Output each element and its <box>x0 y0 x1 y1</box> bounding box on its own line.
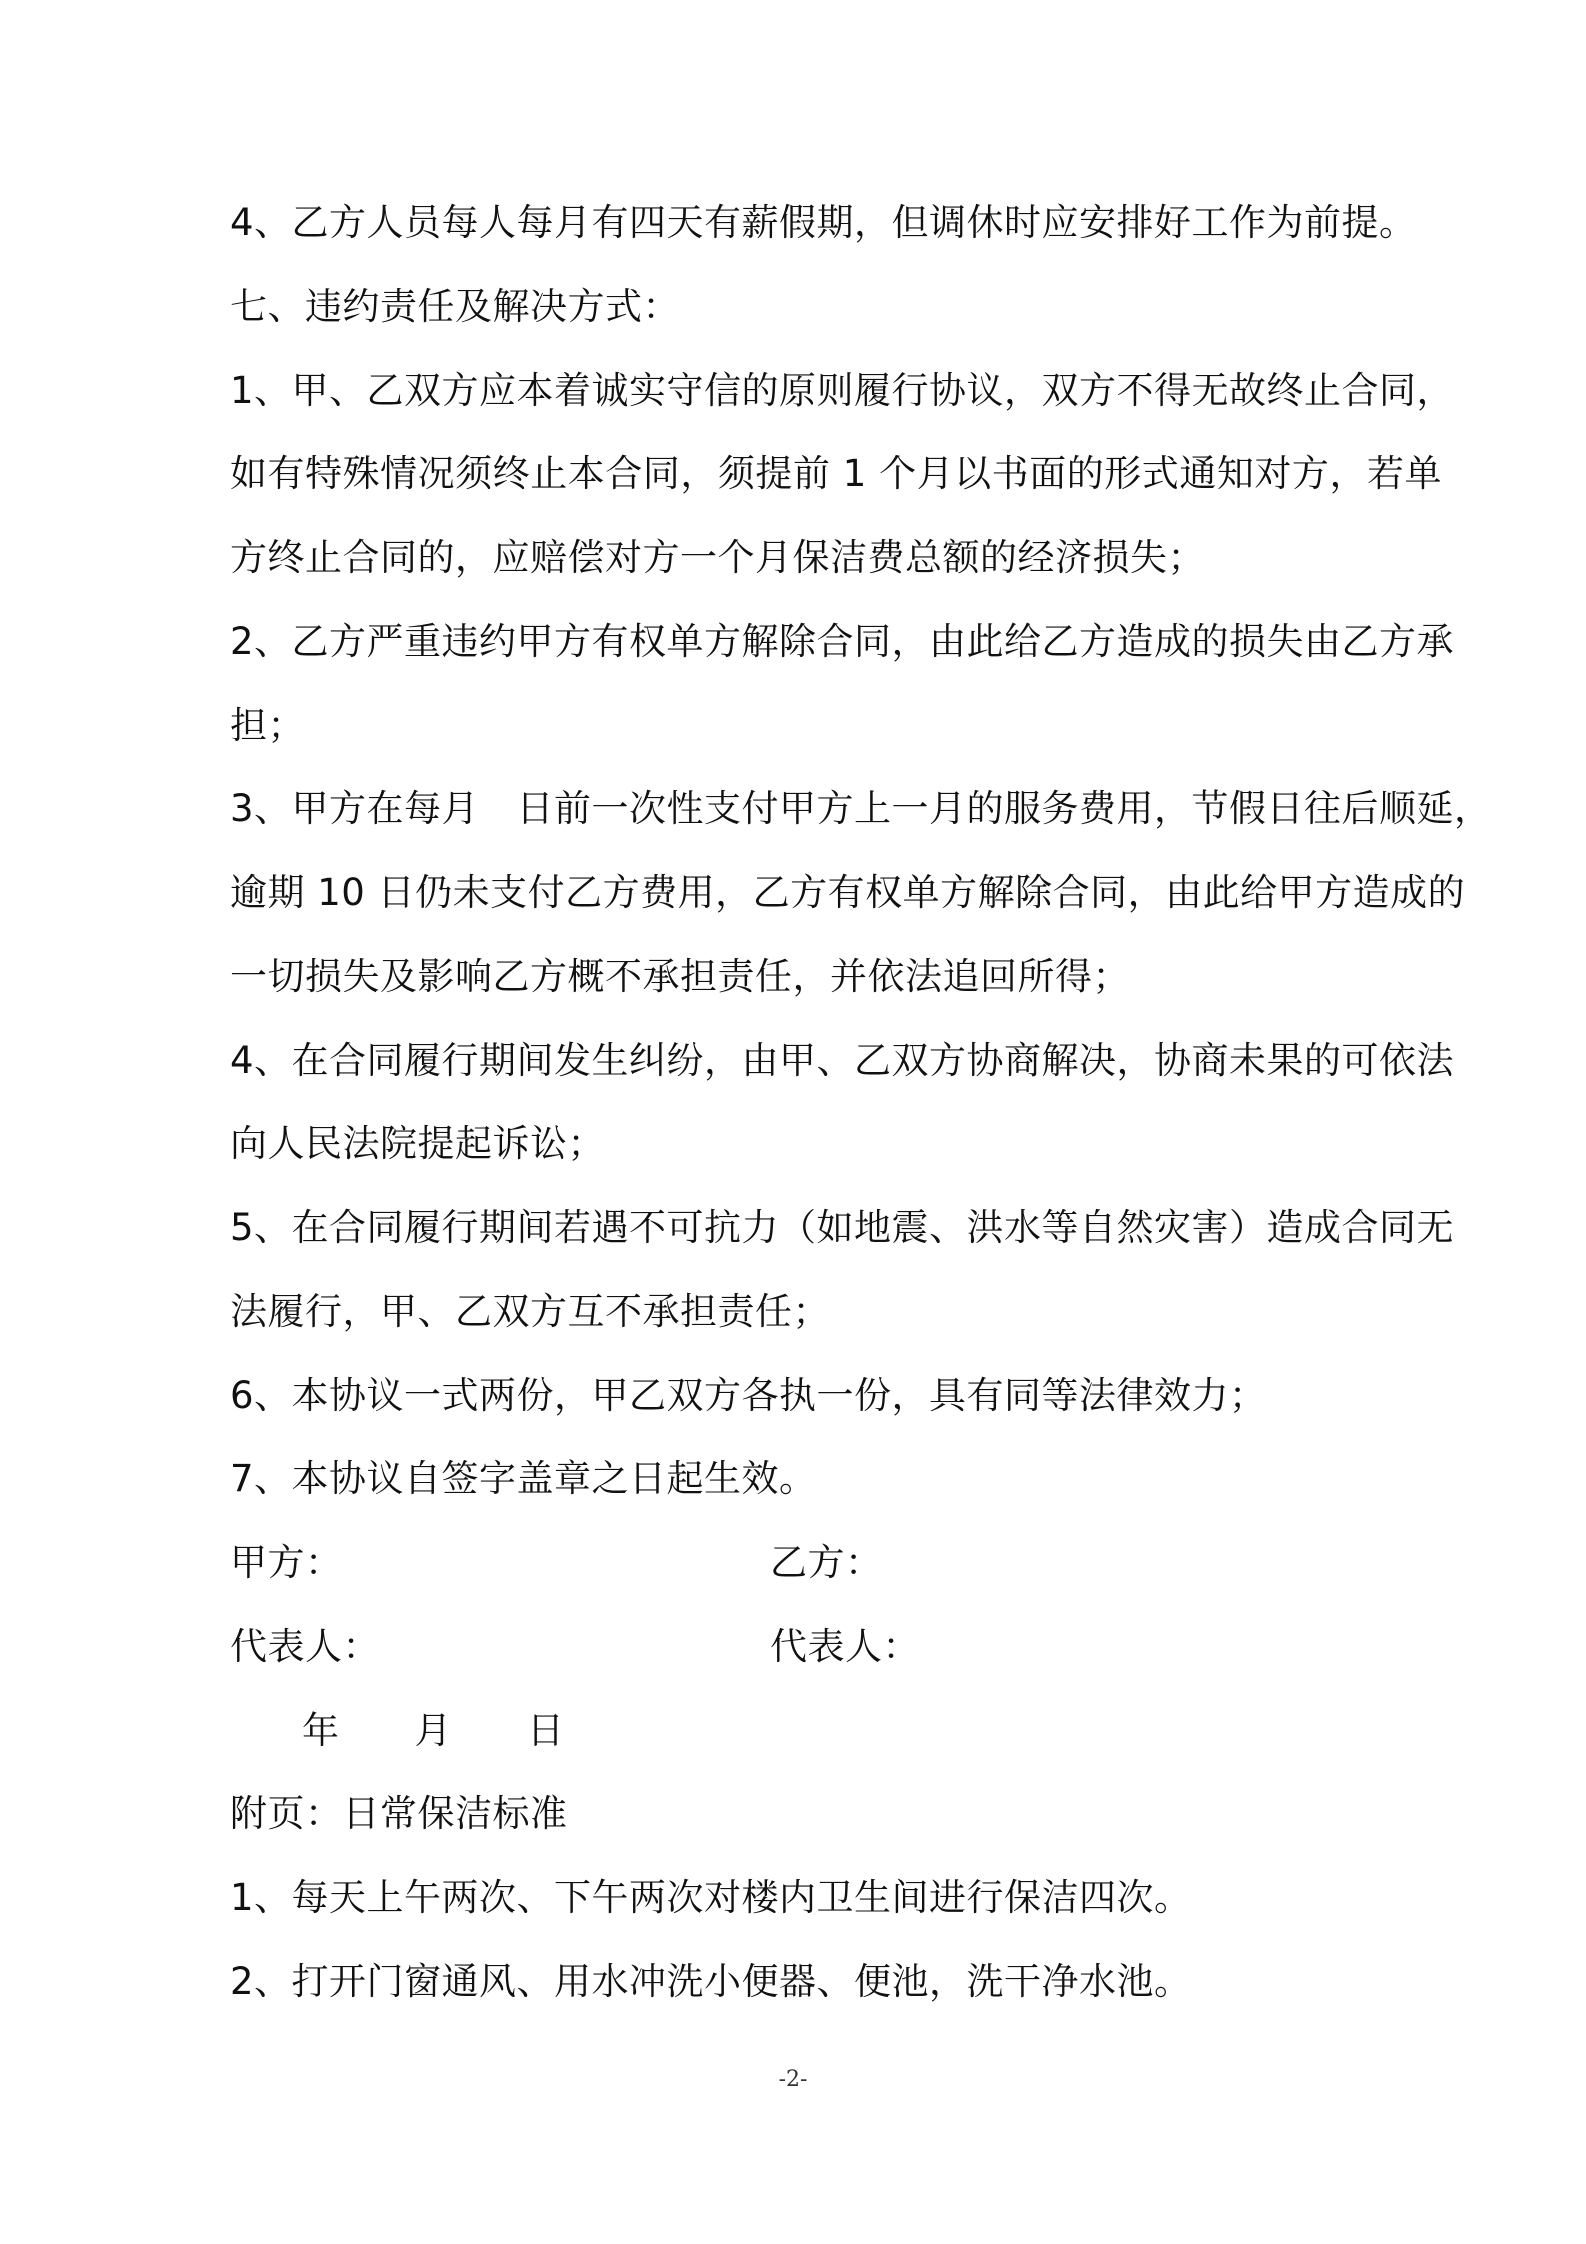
appendix-title: 附页：日常保洁标准 <box>230 1792 568 1835</box>
clause-7-1-line-2: 如有特殊情况须终止本合同，须提前 1 个月以书面的形式通知对方，若单 <box>230 452 1442 495</box>
party-a-label: 甲方： <box>230 1541 343 1584</box>
clause-7-5-line-1: 5、在合同履行期间若遇不可抗力（如地震、洪水等自然灾害）造成合同无 <box>230 1206 1455 1249</box>
clause-7-5-line-2: 法履行，甲、乙双方互不承担责任； <box>230 1290 830 1333</box>
representative-a-label: 代表人： <box>230 1625 380 1668</box>
clause-7-7: 7、本协议自签字盖章之日起生效。 <box>230 1457 817 1500</box>
clause-7-4-line-2: 向人民法院提起诉讼； <box>230 1122 605 1165</box>
clause-7-2-line-2: 担； <box>230 704 305 747</box>
party-b-label: 乙方： <box>770 1541 883 1584</box>
clause-7-2-line-1: 2、乙方严重违约甲方有权单方解除合同，由此给乙方造成的损失由乙方承 <box>230 620 1455 663</box>
signature-date: 年 月 日 <box>302 1709 565 1752</box>
clause-7-1-line-1: 1、甲、乙双方应本着诚实守信的原则履行协议，双方不得无故终止合同， <box>230 369 1455 412</box>
page-number: -2- <box>778 2067 808 2092</box>
appendix-item-1: 1、每天上午两次、下午两次对楼内卫生间进行保洁四次。 <box>230 1876 1192 1919</box>
clause-7-6: 6、本协议一式两份，甲乙双方各执一份，具有同等法律效力； <box>230 1374 1267 1417</box>
clause-7-3-line-3: 一切损失及影响乙方概不承担责任，并依法追回所得； <box>230 955 1130 998</box>
clause-6-4: 4、乙方人员每人每月有四天有薪假期，但调休时应安排好工作为前提。 <box>230 201 1417 244</box>
clause-7-3-line-2: 逾期 10 日仍未支付乙方费用，乙方有权单方解除合同，由此给甲方造成的 <box>230 871 1466 914</box>
clause-7-1-line-3: 方终止合同的，应赔偿对方一个月保洁费总额的经济损失； <box>230 536 1205 579</box>
clause-7-3-line-1: 3、甲方在每月 日前一次性支付甲方上一月的服务费用，节假日往后顺延， <box>230 787 1492 830</box>
section-7-heading: 七、违约责任及解决方式： <box>230 285 680 328</box>
clause-7-4-line-1: 4、在合同履行期间发生纠纷，由甲、乙双方协商解决，协商未果的可依法 <box>230 1039 1455 1082</box>
representative-b-label: 代表人： <box>770 1625 920 1668</box>
appendix-item-2: 2、打开门窗通风、用水冲洗小便器、便池，洗干净水池。 <box>230 1960 1192 2003</box>
